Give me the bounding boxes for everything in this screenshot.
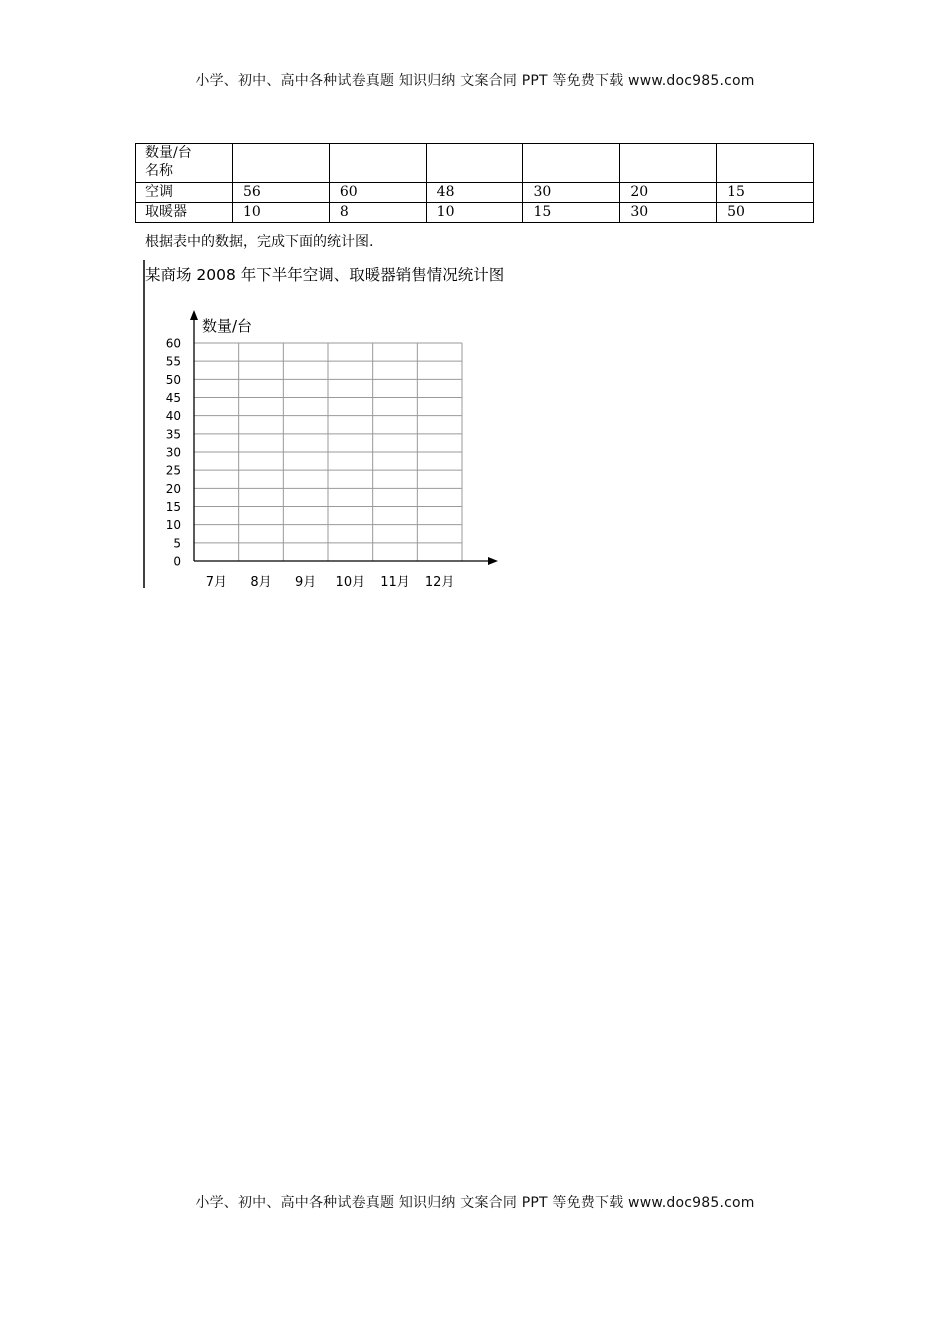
x-tick-label: 9月 <box>295 575 317 588</box>
table-cell: 48 <box>426 183 523 203</box>
x-tick-label: 12月 <box>424 575 455 588</box>
table-header-empty-cell <box>717 144 814 183</box>
page-header: 小学、初中、高中各种试卷真题 知识归纳 文案合同 PPT 等免费下载 www.doc985.com <box>195 73 755 89</box>
table-row-aircon <box>136 183 814 203</box>
x-tick-label: 7月 <box>205 575 227 588</box>
sales-table <box>135 143 814 223</box>
table-header-empty-cell <box>233 144 330 183</box>
x-tick-label: 8月 <box>250 575 272 588</box>
table-cell: 50 <box>717 203 814 223</box>
y-tick-label: 40 <box>165 409 181 424</box>
x-tick-label: 10月 <box>335 575 366 588</box>
chart-svg <box>143 260 523 588</box>
table-row-heater <box>136 203 814 223</box>
table-cell: 10 <box>426 203 523 223</box>
y-tick-label: 5 <box>173 536 181 551</box>
y-axis-label: 数量/台 <box>202 317 253 335</box>
chart <box>143 260 523 588</box>
table-cell: 15 <box>523 203 620 223</box>
table-cell: 15 <box>717 183 814 203</box>
y-tick-label: 50 <box>165 372 181 387</box>
chart-background <box>143 260 523 588</box>
y-tick-label: 25 <box>165 463 181 478</box>
chart-title: 某商场 2008 年下半年空调、取暖器销售情况统计图 <box>145 266 505 284</box>
y-tick-label: 55 <box>165 354 181 369</box>
table-cell: 10 <box>233 203 330 223</box>
table-header-row <box>136 144 814 183</box>
table-cell: 8 <box>329 203 426 223</box>
x-tick-label: 11月 <box>380 575 410 588</box>
y-tick-label: 0 <box>173 554 181 569</box>
instruction-text: 根据表中的数据，完成下面的统计图. <box>145 234 374 250</box>
y-tick-label: 45 <box>165 391 181 405</box>
y-tick-label: 15 <box>165 500 181 514</box>
table-cell: 60 <box>329 183 426 203</box>
table-header-empty-cell <box>620 144 717 183</box>
table-header-empty-cell <box>426 144 523 183</box>
table-cell: 30 <box>523 183 620 203</box>
y-tick-label: 60 <box>165 336 181 351</box>
y-tick-label: 30 <box>165 445 181 460</box>
table-cell: 56 <box>233 183 330 203</box>
table-cell: 20 <box>620 183 717 203</box>
header-name-label: 名称 <box>145 163 173 179</box>
row-name: 空调 <box>136 183 233 203</box>
header-unit-label: 数量/台 <box>145 145 192 161</box>
page-footer: 小学、初中、高中各种试卷真题 知识归纳 文案合同 PPT 等免费下载 www.doc985.com <box>195 1195 755 1211</box>
table-header-empty-cell <box>523 144 620 183</box>
y-tick-label: 20 <box>165 481 181 496</box>
row-name: 取暖器 <box>136 203 233 223</box>
y-tick-label: 35 <box>165 427 181 442</box>
table-cell: 30 <box>620 203 717 223</box>
table-header-empty-cell <box>329 144 426 183</box>
table-header-cell <box>136 144 233 183</box>
y-tick-label: 10 <box>165 518 181 533</box>
